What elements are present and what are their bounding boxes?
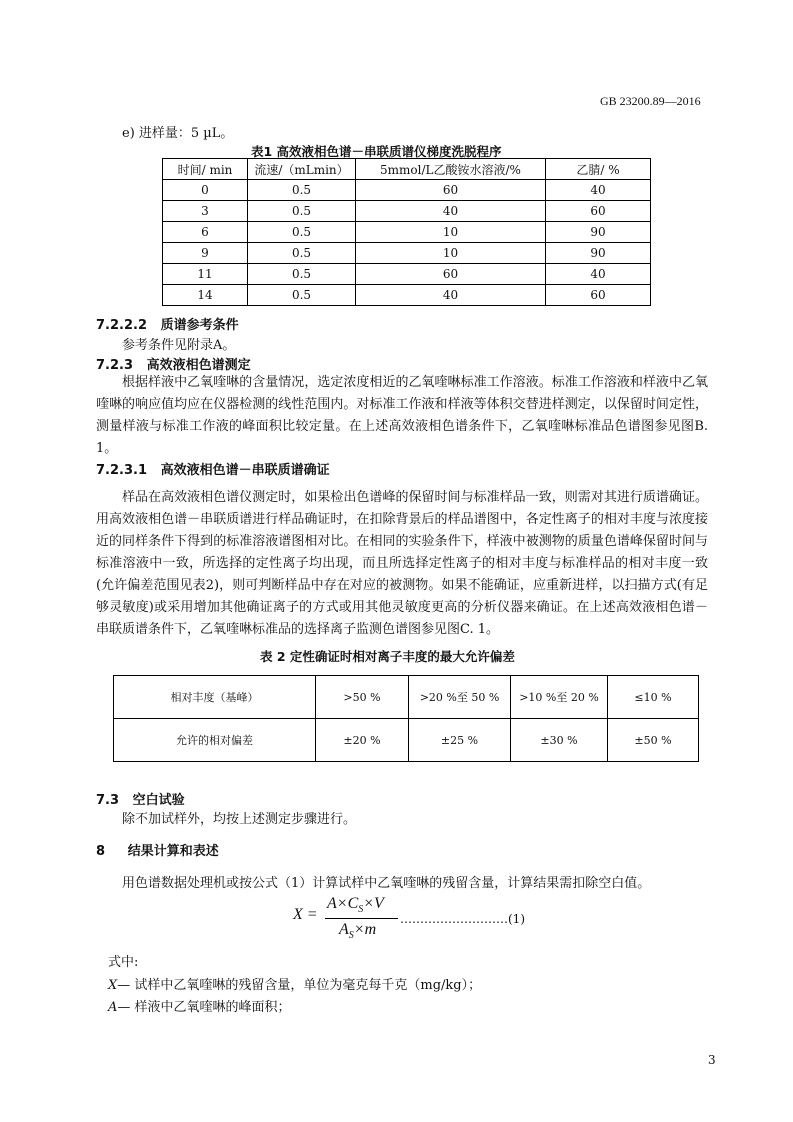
section-heading-73 [96,789,185,808]
table-cell: 60 [546,285,651,306]
table-row [163,243,651,264]
section-title: 质谱参考条件 [160,318,239,333]
where-label: 式中: [108,955,139,970]
table-cell: ±50 % [608,719,699,762]
table1-caption: 表1 高效液相色谱－串联质谱仪梯度洗脱程序 [251,144,502,159]
table-cell: 60 [546,201,651,222]
table-row [114,676,699,719]
table-cell: 40 [546,264,651,285]
document-code: GB 23200.89—2016 [600,94,701,108]
list-item-e: e) 进样量：5 µL。 [122,126,234,141]
formula-numerator-tail: ×V [363,895,384,912]
table-cell: 11 [163,264,248,285]
table-cell: 0.5 [248,222,356,243]
table-header-cell: 时间/ min [163,159,248,180]
table-header-cell: 乙腈/ % [546,159,651,180]
section-title: 空白试验 [132,793,185,808]
table-cell: 10 [356,243,546,264]
table-cell: ±25 % [409,719,511,762]
table-cell: 0.5 [248,285,356,306]
table1 [162,158,651,306]
table-cell: ±30 % [511,719,608,762]
table-cell: 10 [356,222,546,243]
table-cell: 相对丰度（基峰） [114,676,316,719]
section-number: 7.2.2.2 [96,318,147,333]
section-heading-723 [96,354,251,373]
table-cell: 40 [546,180,651,201]
table2 [113,675,699,762]
table-row [163,201,651,222]
table-cell: 9 [163,243,248,264]
table-cell: 40 [356,201,546,222]
table-row [163,285,651,306]
table-row [114,719,699,762]
section-number: 7.2.3.1 [96,463,147,478]
section-heading-7231 [96,459,330,478]
where-text: — 样液中乙氧喹啉的峰面积； [117,1000,291,1015]
table-cell: >50 % [316,676,409,719]
formula-numerator [327,895,384,915]
table-header-cell: 5mmol/L乙酸铵水溶液/% [356,159,546,180]
section-title: 结果计算和表述 [127,844,219,859]
table-cell: 3 [163,201,248,222]
table-cell: 40 [356,285,546,306]
section-number: 8 [96,844,106,859]
section-number: 7.3 [96,793,120,808]
section-paragraph-723: 根据样液中乙氧喹啉的含量情况，选定浓度相近的乙氧喹啉标准工作溶液。标准工作溶液和样液中乙氧喹啉的响应值均应在仪器检测的线性范围内。对标准工作液和样液等体积交替进样测定，以保留时间定性，测量样液与标准工作液的峰面积比较定量。在上述高效液相色谱条件下，乙氧喹啉标准品色谱图参见图B. 1。 [96,375,708,456]
table-cell: 0.5 [248,201,356,222]
where-item [108,996,291,1015]
table2-caption: 表 2 定性确证时相对离子丰度的最大允许偏差 [260,649,515,664]
table-cell: ±20 % [316,719,409,762]
formula-denominator-main: A [339,921,349,938]
table-cell: 60 [356,180,546,201]
table-header-row [163,159,651,180]
section-text-7222: 参考条件见附录A。 [122,338,236,353]
fraction-line [325,918,398,919]
table-cell: 14 [163,285,248,306]
table-row [163,264,651,285]
where-symbol: X [108,978,118,993]
table-cell: 0.5 [248,180,356,201]
section-number: 7.2.3 [96,358,134,373]
section-paragraph-7231: 样品在高效液相色谱仪测定时，如果检出色谱峰的保留时间与标准样品一致，则需对其进行质谱确证。用高效液相色谱－串联质谱进行样品确证时，在扣除背景后的样品谱图中，各定性离子的相对丰度与浓度接近的同样条件下得到的标准溶液谱图相对比。在相同的实验条件下，样液中被测物的质量色谱峰保留时间与标准溶液中一致，所选择的定性离子均出现，而且所选择定性离子的相对丰度与标准样品的相对丰度一致(允许偏差范围见表2)，则可判断样品中存在对应的被测物。如果不能确证，应重新进样，以扫描方式(有足够灵敏度)或采用增加其他确证离子的方式或用其他灵敏度更高的分析仪器来确证。在上述高效液相色谱－串联质谱条件下，乙氧喹啉标准品的选择离子监测色谱图参见图C. 1。 [96,490,708,637]
section-title: 高效液相色谱－串联质谱确证 [160,463,330,478]
table-header-cell: 流速/（mLmin） [248,159,356,180]
formula-number: ………………………(1) [400,912,525,926]
formula-numerator-main: A×C [327,895,359,912]
table-row [163,222,651,243]
formula-denominator-sub: S [348,930,354,942]
formula-denominator-tail: ×m [353,921,377,938]
section-heading-7222 [96,314,239,333]
section-text-73: 除不加试样外，均按上述测定步骤进行。 [122,812,357,827]
where-symbol: A [108,1000,118,1015]
table-cell: >20 %至 50 % [409,676,511,719]
section-text-8: 用色谱数据处理机或按公式（1）计算试样中乙氧喹啉的残留含量，计算结果需扣除空白值。 [122,876,651,891]
page-number: 3 [708,1053,716,1067]
where-text: — 试样中乙氧喹啉的残留含量，单位为毫克每千克（mg/kg）； [117,978,482,993]
formula-numerator-sub: S [358,904,364,916]
formula-lhs: X = [293,906,318,923]
table-cell: 60 [356,264,546,285]
table-cell: 0.5 [248,264,356,285]
table-cell: 允许的相对偏差 [114,719,316,762]
table-cell: 6 [163,222,248,243]
table-cell: ≤10 % [608,676,699,719]
formula-denominator [339,921,376,941]
table-cell: 90 [546,243,651,264]
table-cell: 90 [546,222,651,243]
where-item [108,974,481,993]
table-row [163,180,651,201]
table-cell: >10 %至 20 % [511,676,608,719]
section-title: 高效液相色谱测定 [146,358,251,373]
table-cell: 0.5 [248,243,356,264]
section-heading-8 [96,840,219,859]
table-cell: 0 [163,180,248,201]
